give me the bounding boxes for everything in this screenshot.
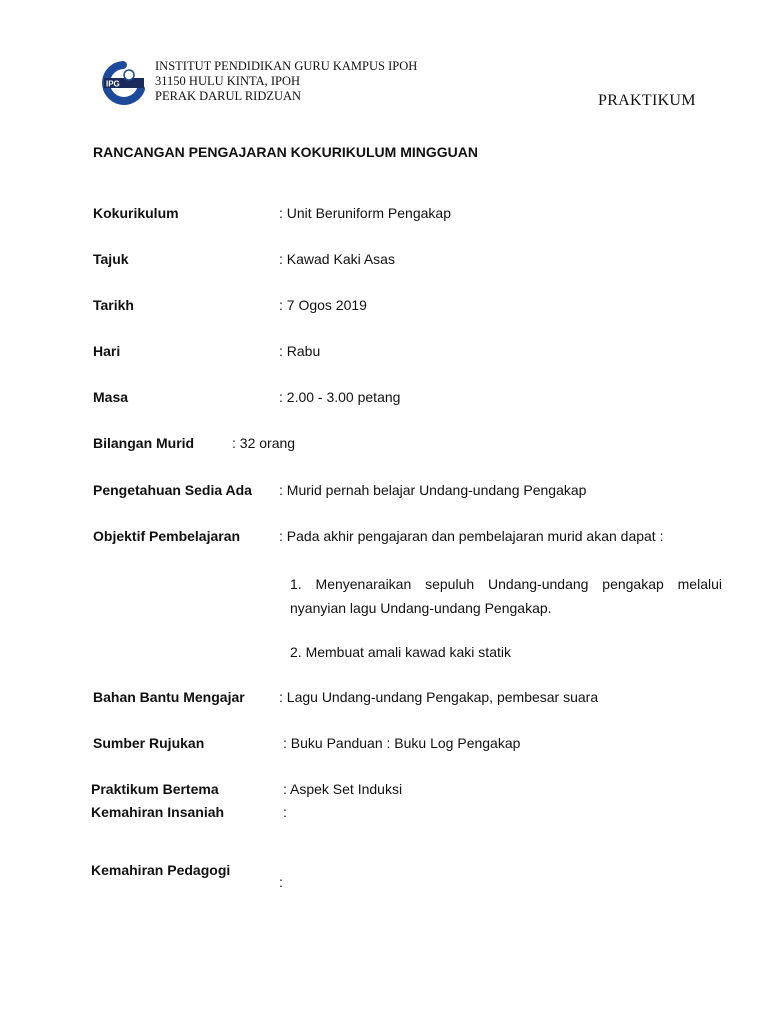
field-value-kokurikulum: : Unit Beruniform Pengakap	[279, 205, 451, 221]
institution-logo	[98, 61, 148, 105]
field-value-hari: : Rabu	[279, 343, 321, 359]
field-value-tarikh: : 7 Ogos 2019	[279, 297, 367, 313]
field-value-praktikum-bertema: : Aspek Set Induksi	[283, 781, 403, 797]
field-value-bahan-bantu-mengajar: : Lagu Undang-undang Pengakap, pembesar suara	[279, 689, 599, 705]
institution-state: PERAK DARUL RIDZUAN	[155, 89, 302, 103]
field-label-bahan-bantu-mengajar: Bahan Bantu Mengajar	[93, 689, 245, 705]
field-label-objektif-pembelajaran: Objektif Pembelajaran	[93, 528, 241, 544]
field-label-tajuk: Tajuk	[93, 251, 129, 267]
field-label-kokurikulum: Kokurikulum	[93, 205, 179, 221]
field-value-kemahiran-insaniah: :	[283, 804, 287, 820]
field-label-kemahiran-pedagogi: Kemahiran Pedagogi	[91, 862, 231, 878]
institution-postcode: 31150 HULU KINTA, IPOH	[155, 74, 301, 88]
field-label-hari: Hari	[93, 343, 121, 359]
logo-text: IPG	[106, 79, 120, 89]
field-label-pengetahuan-sedia-ada: Pengetahuan Sedia Ada	[93, 482, 252, 498]
field-label-sumber-rujukan: Sumber Rujukan	[93, 735, 205, 751]
field-value-pengetahuan-sedia-ada: : Murid pernah belajar Undang-undang Pengakap	[279, 482, 587, 498]
field-label-kemahiran-insaniah: Kemahiran Insaniah	[91, 804, 225, 820]
field-value-objektif-pembelajaran: : Pada akhir pengajaran dan pembelajaran murid akan dapat :	[279, 528, 664, 544]
field-label-masa: Masa	[93, 389, 129, 405]
field-label-praktikum-bertema: Praktikum Bertema	[91, 781, 219, 797]
objective-item-1: 1. Menyenaraikan sepuluh Undang-undang pengakap melalui nyanyian lagu Undang-undang Pengakap.	[290, 576, 722, 616]
objective-item-2: 2. Membuat amali kawad kaki statik	[290, 644, 511, 660]
institution-name: INSTITUT PENDIDIKAN GURU KAMPUS IPOH	[155, 59, 418, 73]
field-value-bilangan-murid: : 32 orang	[232, 435, 296, 451]
document-title: RANCANGAN PENGAJARAN KOKURIKULUM MINGGUAN	[93, 144, 478, 160]
field-label-bilangan-murid: Bilangan Murid	[93, 435, 195, 451]
document-type-label: PRAKTIKUM	[598, 92, 696, 109]
field-value-kemahiran-pedagogi: :	[279, 874, 283, 890]
field-value-sumber-rujukan: : Buku Panduan : Buku Log Pengakap	[283, 735, 521, 751]
field-value-tajuk: : Kawad Kaki Asas	[279, 251, 395, 267]
field-label-tarikh: Tarikh	[93, 297, 134, 313]
field-value-masa: : 2.00 - 3.00 petang	[279, 389, 401, 405]
